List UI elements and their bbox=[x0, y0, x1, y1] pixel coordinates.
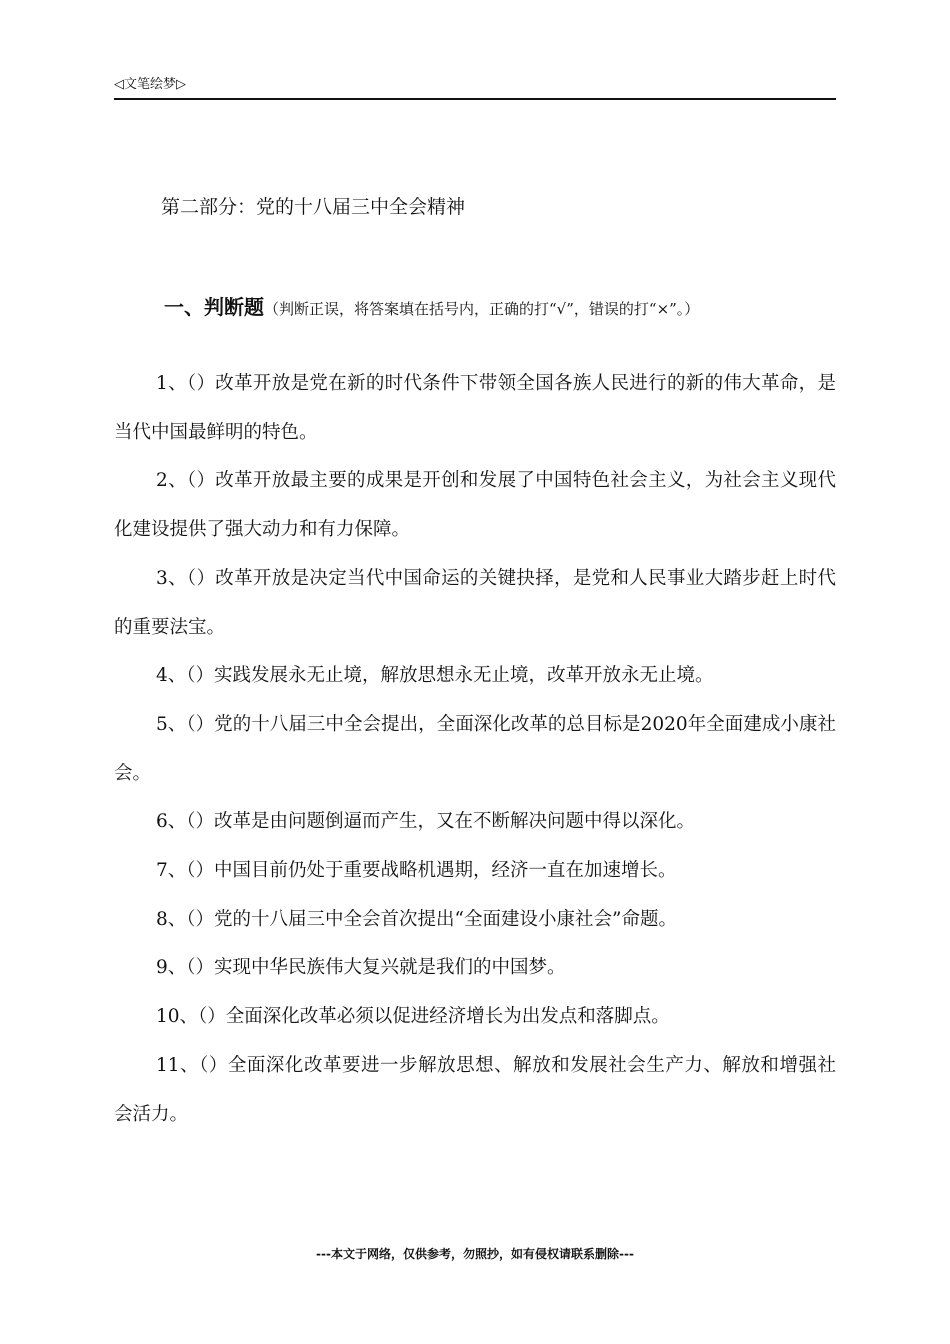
page-footer: ---本文于网络，仅供参考，勿照抄，如有侵权请联系删除--- bbox=[316, 1247, 634, 1261]
question-item: 3、（）改革开放是决定当代中国命运的关键抉择，是党和人民事业大踏步赶上时代的重要法宝。 bbox=[114, 567, 836, 638]
question-item: 1、（）改革开放是党在新的时代条件下带领全国各族人民进行的新的伟大革命，是当代中国最鲜明的特色。 bbox=[114, 373, 836, 443]
question-item: 5、（）党的十八届三中全会提出，全面深化改革的总目标是2020年全面建成小康社会。 bbox=[114, 713, 836, 784]
question-item: 7、（）中国目前仍处于重要战略机遇期，经济一直在加速增长。 bbox=[156, 860, 677, 882]
question-item: 11、（）全面深化改革要进一步解放思想、解放和发展社会生产力、解放和增强社会活力。 bbox=[114, 1054, 836, 1125]
heading-label: 一、判断题 bbox=[164, 295, 264, 319]
header-text: ◁文笔绘梦▷ bbox=[114, 77, 186, 92]
question-list bbox=[114, 360, 836, 1139]
heading-instructions: （判断正误，将答案填在括号内，正确的打“√”，错误的打“×”。） bbox=[264, 300, 700, 318]
section-title: 第二部分：党的十八届三中全会精神 bbox=[161, 196, 466, 218]
question-item: 10、（）全面深化改革必须以促进经济增长为出发点和落脚点。 bbox=[156, 1006, 670, 1028]
question-heading bbox=[114, 292, 836, 324]
page-header bbox=[114, 76, 836, 100]
question-item: 2、（）改革开放最主要的成果是开创和发展了中国特色社会主义，为社会主义现代化建设提供了强大动力和有力保障。 bbox=[114, 470, 836, 541]
question-item: 6、（）改革是由问题倒逼而产生，又在不断解决问题中得以深化。 bbox=[156, 811, 696, 833]
question-item: 8、（）党的十八届三中全会首次提出“全面建设小康社会”命题。 bbox=[156, 908, 677, 930]
question-item: 9、（）实现中华民族伟大复兴就是我们的中国梦。 bbox=[156, 957, 566, 979]
question-item: 4、（）实践发展永无止境，解放思想永无止境，改革开放永无止境。 bbox=[156, 665, 714, 687]
